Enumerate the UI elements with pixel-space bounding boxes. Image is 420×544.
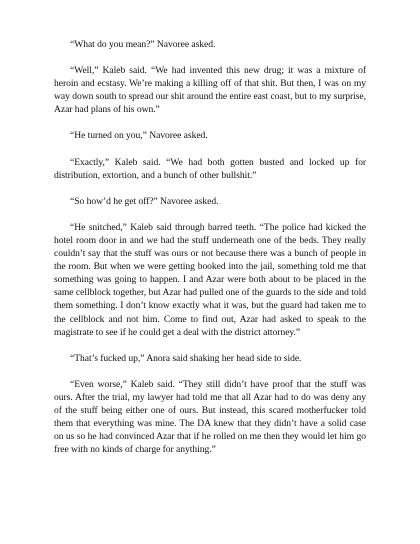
paragraph: “What do you mean?” Navoree asked. — [70, 39, 216, 50]
paragraph: “That’s fucked up,” Anora said shaking her head side to side. — [70, 352, 302, 364]
paragraph: “Exactly,” Kaleb said. “We had both gotten busted and locked up for distribution, extortion, and a bunch of other bullshit.” — [54, 156, 366, 181]
paragraph: “He snitched,” Kaleb said through barred teeth. “The police had kicked the hotel room door in and we had the stuff underneath one of the beds. They really couldn’t say that the stuff was ours or not because there was a bunch of people in the room. But when we were getting booked into the jail, something told me that something was going to happen. I and Azar were both about to be placed in the same cellblock together, but Azar had pulled one of the guards to the side and told them something. I don’t know exactly what it was, but the guard had taken me to the cellblock and not him. Come to find out, Azar had asked to speak to the magistrate to see if he could get a deal with the district attorney.” — [54, 221, 366, 338]
paragraph: “Even worse,” Kaleb said. “They still didn’t have proof that the stuff was ours. After the trial, my lawyer had told me that all Azar had to do was deny any of the stuff being either one of ours. But instead, this scared motherfucker told them that everything was mine. The DA knew that they didn’t have a solid case on us so he had convinced Azar that if he rolled on me then they would let him go free with no kinds of charge for anything.” — [54, 378, 366, 456]
paragraph: “He turned on you,” Navoree asked. — [70, 130, 208, 142]
paragraph: “So how’d he get off?” Navoree asked. — [70, 195, 219, 207]
paragraph: “Well,” Kaleb said. “We had invented this new drug; it was a mixture of heroin and ecstasy. We’re making a killing off of that shit. But then, I was on my way down south to spread our shit around the entire east coast, but to my surprise, Azar had plans of his own.” — [54, 65, 366, 116]
